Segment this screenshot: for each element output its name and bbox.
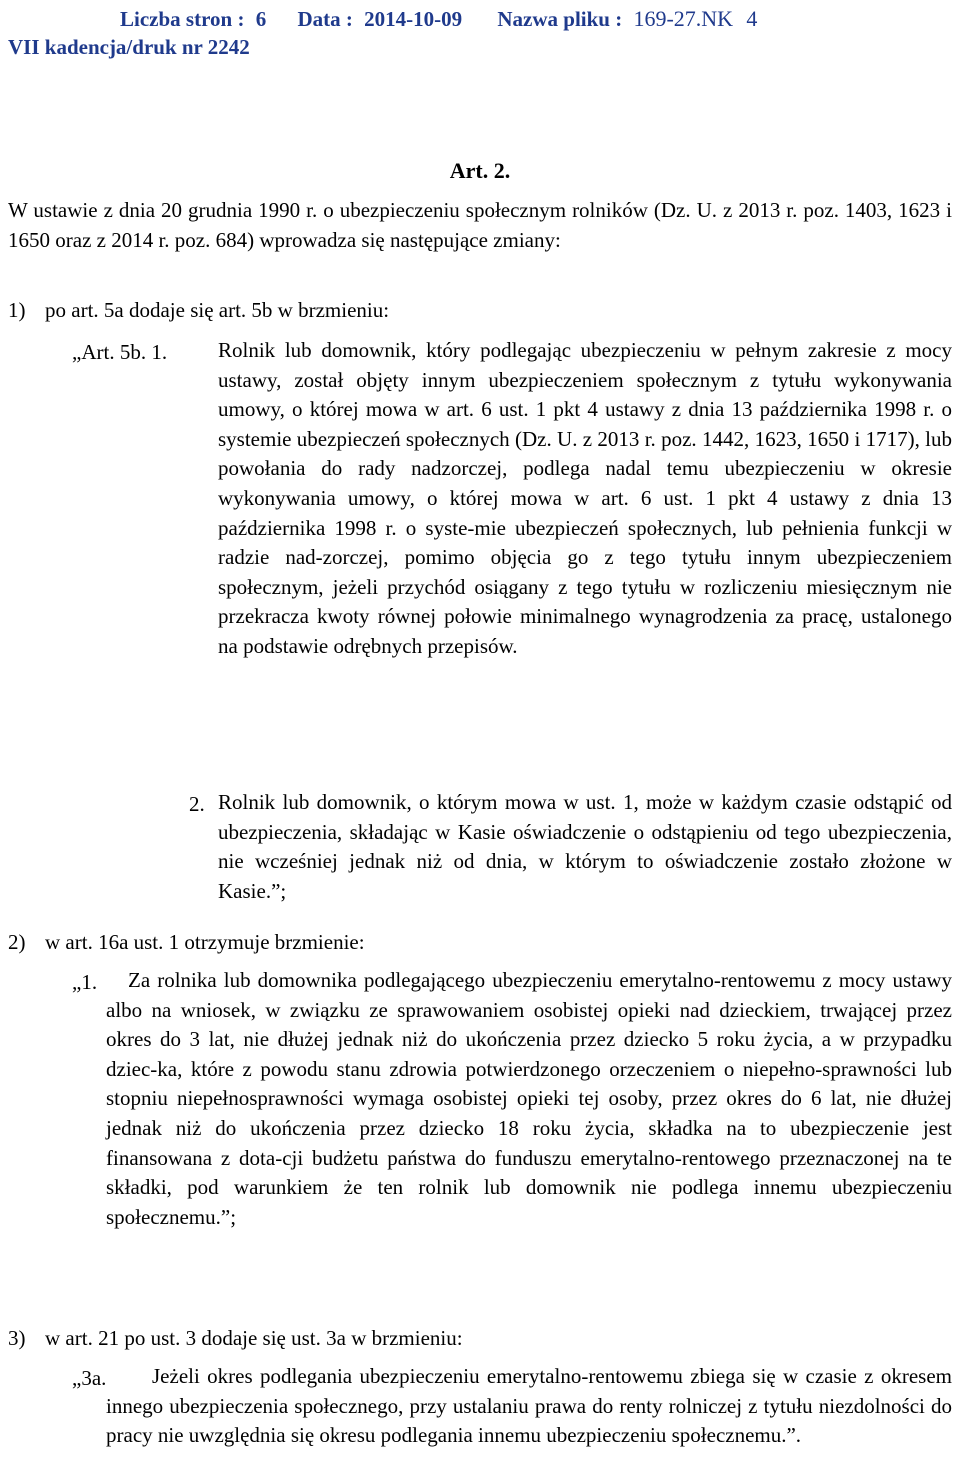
point-2-marker: 2) [8, 930, 26, 954]
art-5b-ust-2-marker: 2. [189, 792, 205, 816]
point-1-marker: 1) [8, 298, 26, 322]
art-16a-body: Za rolnika lub domownika podlegającego ubezpieczeniu emerytalno-rentowemu z mocy ustawy albo na wniosek, w związku ze sprawowaniem osobistej opieki nad dzieckiem, trwającej przez okres do 3 lat, nie dłużej jednak niż do ukończenia przez dziecko 5 roku życia, a w przypadku dziec-ka, które z powodu stanu zdrowia potwierdzonego orzeczeniem o niepełno-sprawności lub stopniu niepełnosprawności wymaga osobistej opieki tej osoby, przez okres do 6 lat, nie dłużej jednak niż do ukończenia przez dziecko 18 roku życia, składka na to ubezpieczenie jest finansowana z dota-cji budżetu państwa do funduszu emerytalno-rentowego przeznaczonej na te składki, pod warunkiem że ten rolnik lub domownik nie podlega innemu ubezpieczeniu społecznemu.”; [106, 968, 952, 1229]
date-value: 2014-10-09 [364, 7, 463, 31]
art-16a-lead: „1. [72, 970, 98, 994]
pages-value: 6 [255, 7, 267, 31]
term-line: VII kadencja/druk nr 2242 [8, 35, 250, 59]
art-5b-ust-2: Rolnik lub domownik, o którym mowa w ust. 1, może w każdym czasie odstąpić od ubezpieczenia, składając w Kasie oświadczenie o odstąpieniu od tego ubezpieczenia, nie wcześniej jednak niż od dnia, w którym to oświadczenie zostało złożone w Kasie.”; [218, 790, 952, 903]
article-title: Art. 2. [449, 158, 511, 183]
date-label: Data : [297, 7, 353, 31]
article-intro: W ustawie z dnia 20 grudnia 1990 r. o ubezpieczeniu społecznym rolników (Dz. U. z 2013 r. poz. 1403, 1623 i 1650 oraz z 2014 r. poz. 684) wprowadza się następujące zmiany: [8, 198, 952, 252]
point-2-text: w art. 16a ust. 1 otrzymuje brzmienie: [45, 930, 365, 954]
file-label: Nazwa pliku : [497, 7, 623, 31]
art-5b-ust-1: Rolnik lub domownik, który podlegając ubezpieczeniu w pełnym zakresie z mocy ustawy, został objęty innym ubezpieczeniem społecznym z tytułu wykonywania umowy, o której mowa w art. 6 ust. 1 pkt 4 ustawy z dnia 13 października 1998 r. o systemie ubezpieczeń społecznych (Dz. U. z 2013 r. poz. 1442, 1623, 1650 i 1717), lub powołania do rady nadzorczej, podlega nadal temu ubezpieczeniu w okresie wykonywania umowy, o której mowa w art. 6 ust. 1 pkt 4 ustawy z dnia 13 października 1998 r. o syste-mie ubezpieczeń społecznych, lub pełnienia funkcji w radzie nad-zorczej, pomimo objęcia go z tego tytułu innym ubezpieczeniem społecznym, jeżeli przychód osiągany z tego tytułu w rozliczeniu miesięcznym nie przekracza kwoty równej połowie minimalnego wynagrodzenia za pracę, ustalonego na podstawie odrębnych przepisów. [218, 338, 952, 658]
point-3-marker: 3) [8, 1326, 26, 1350]
file-suffix: 4 [746, 6, 758, 31]
point-3-text: w art. 21 po ust. 3 dodaje się ust. 3a w brzmieniu: [45, 1326, 463, 1350]
art-21-ust-3a: Jeżeli okres podlegania ubezpieczeniu emerytalno-rentowemu zbiega się w czasie z okresem innego ubezpieczenia społecznego, przy ustalaniu prawa do renty rolniczej z tytułu niezdolności do pracy nie uwzględnia się okresu podlegania innemu ubezpieczeniu społecznemu.”. [106, 1364, 952, 1448]
file-value: 169-27.NK [633, 6, 734, 31]
pages-label: Liczba stron : [120, 7, 245, 31]
point-1-text: po art. 5a dodaje się art. 5b w brzmieniu: [45, 298, 390, 322]
art-5b-lead: „Art. 5b. 1. [72, 340, 168, 364]
header-line-1 [120, 8, 757, 30]
art-21-lead: „3a. [72, 1366, 107, 1390]
